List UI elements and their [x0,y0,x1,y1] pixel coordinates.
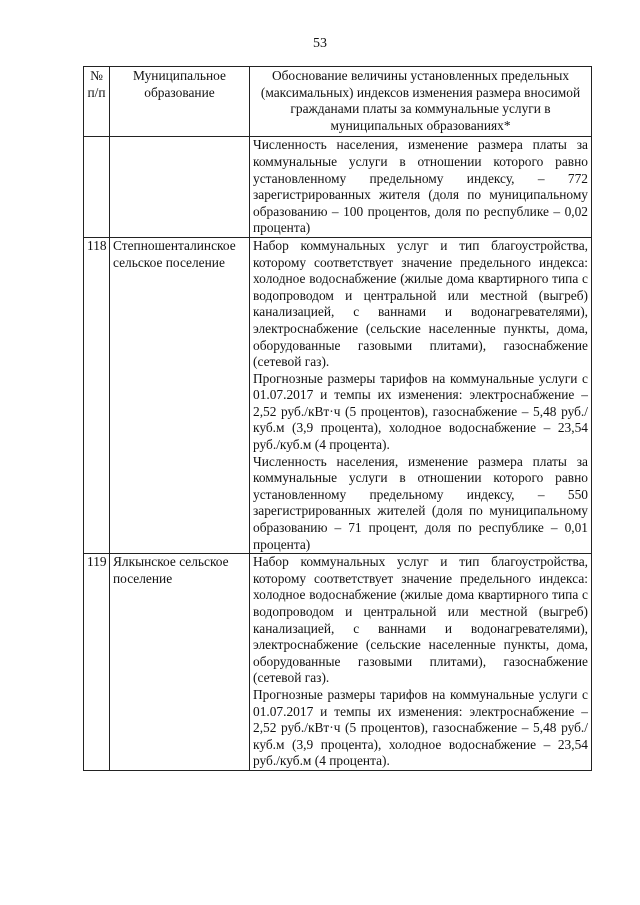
paragraph: Численность населения, изменение размера платы за коммунальные услуги в отношении которого равно установленному предельному индексу, – 772 зарегистрированных жителя (доля по муниципальному образованию – 100 процентов, доля по республике – 0,02 процента) [253,137,588,236]
paragraph: Численность населения, изменение размера платы за коммунальные услуги в отношении которого равно установленному предельному индексу, – 550 зарегистрированных жителей (доля по муниципальному образованию – 71 процент, доля по республике – 0,01 процента) [253,453,588,552]
paragraph: Набор коммунальных услуг и тип благоустройства, которому соответствует значение предельного индекса: холодное водоснабжение (жилые дома квартирного типа с водопроводом и центральной или местной (выгреб) канализацией, с ваннами и водонагревателями), электроснабжение (сельские населенные пункты, дома, оборудованные газовыми плитами), газоснабжение (сетевой газ). [253,554,588,686]
table-row-continuation [84,137,592,238]
row-municipality: Ялкынское сельское поселение [110,554,250,771]
paragraph: Прогнозные размеры тарифов на коммунальные услуги с 01.07.2017 и темпы их изменения: электроснабжение – 2,52 руб./кВт·ч (5 процентов), газоснабжение – 5,48 руб./куб.м (3,9 процента), холодное водоснабжение – 23,54 руб./куб.м (4 процента). [253,686,588,769]
row-municipality [110,137,250,238]
row-justification [250,237,592,553]
row-number [84,137,110,238]
row-number: 119 [84,554,110,771]
page-number: 53 [313,36,327,51]
row-justification [250,137,592,238]
tariff-index-table [83,66,592,771]
paragraph: Прогнозные размеры тарифов на коммунальные услуги с 01.07.2017 и темпы их изменения: электроснабжение – 2,52 руб./кВт·ч (5 процентов), газоснабжение – 5,48 руб./куб.м (3,9 процента), холодное водоснабжение – 23,54 руб./куб.м (4 процента). [253,370,588,453]
paragraph: Набор коммунальных услуг и тип благоустройства, которому соответствует значение предельного индекса: холодное водоснабжение (жилые дома квартирного типа с водопроводом и центральной или местной (выгреб) канализацией, с ваннами и водонагревателями), электроснабжение (сельские населенные пункты, дома, оборудованные газовыми плитами), газоснабжение (сетевой газ). [253,237,588,370]
table-row [84,554,592,771]
row-justification [250,554,592,771]
header-number: № п/п [84,67,110,137]
table-header-row [84,67,592,137]
table-row [84,237,592,553]
header-justification: Обоснование величины установленных предельных (максимальных) индексов изменения размера вносимой гражданами платы за коммунальные услуги в муниципальных образованиях* [250,67,592,137]
row-number: 118 [84,237,110,553]
header-municipality: Муниципальное образование [110,67,250,137]
row-municipality: Степношенталинское сельское поселение [110,237,250,553]
